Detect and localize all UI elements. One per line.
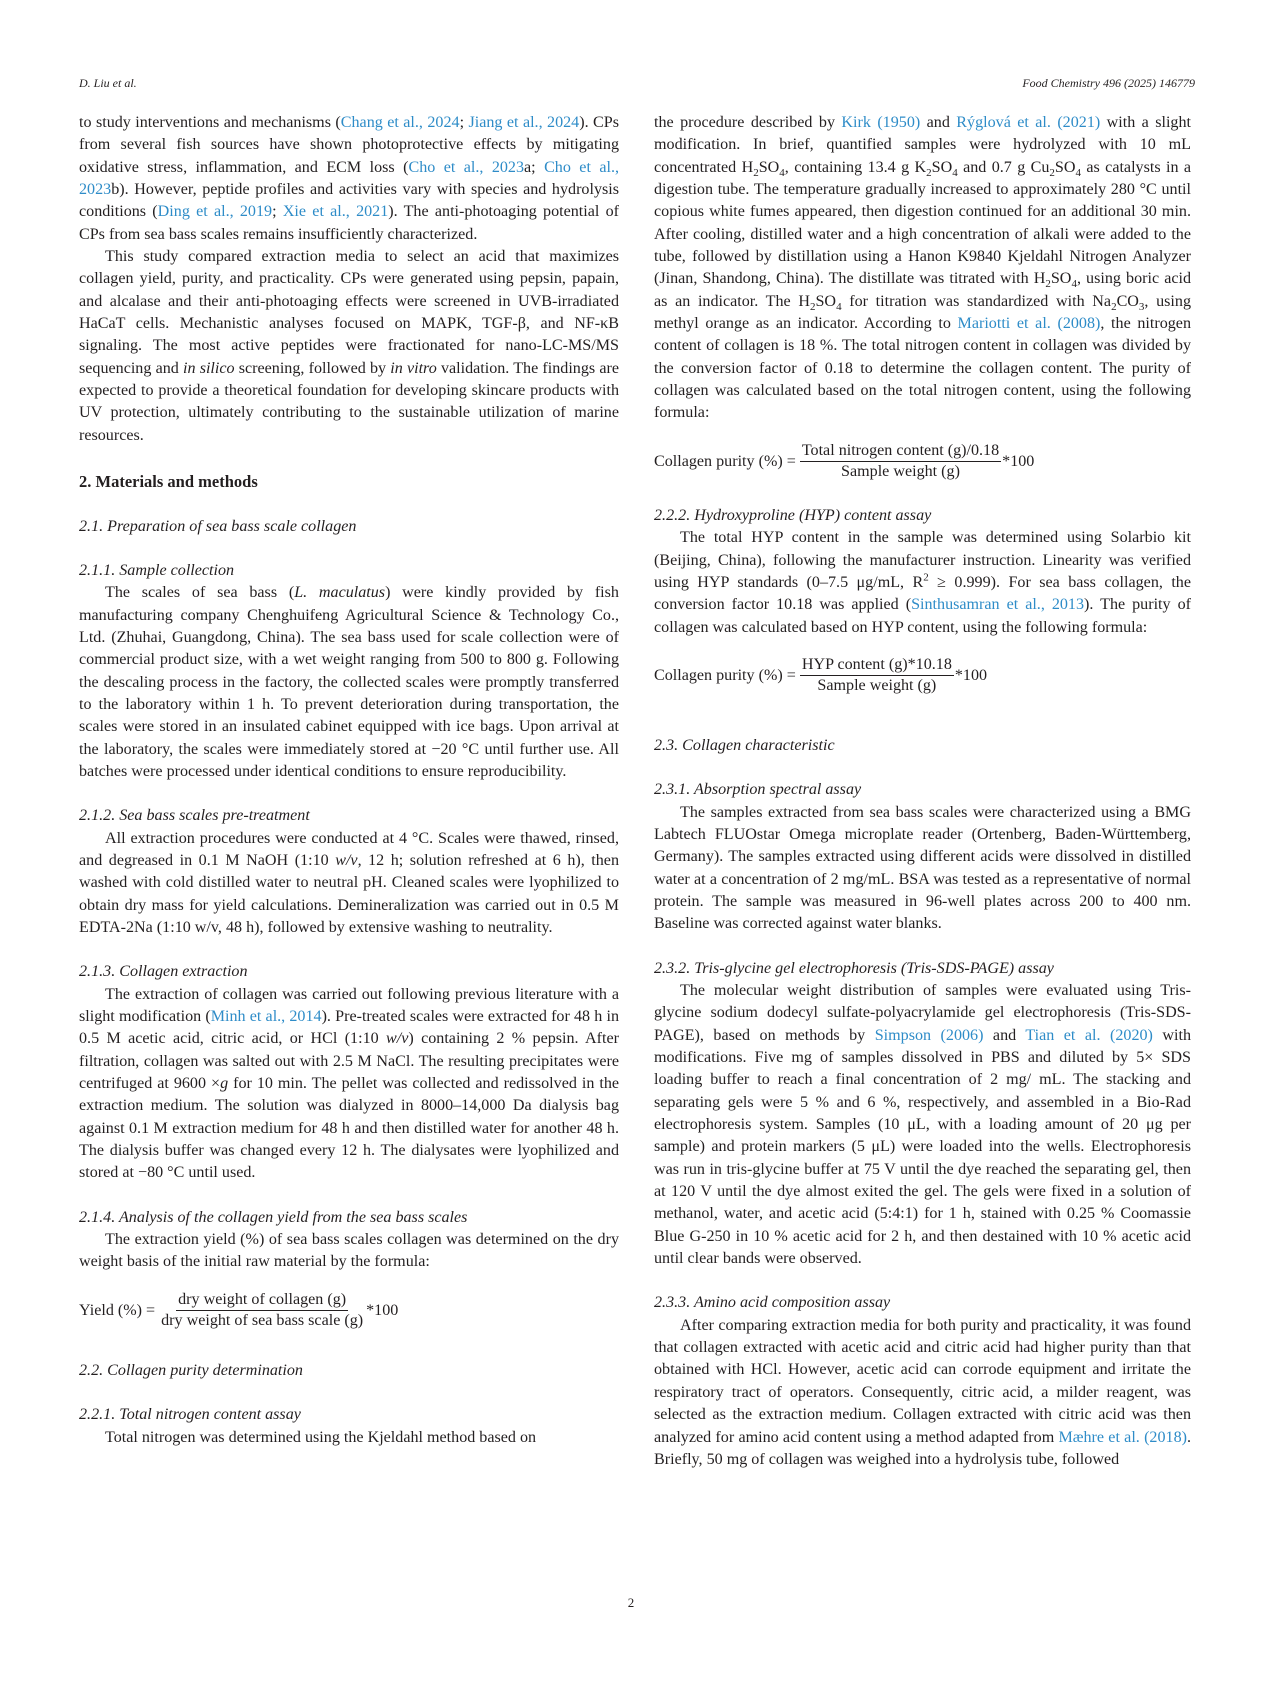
- paragraph-nitrogen-start: Total nitrogen was determined using the Kjeldahl method based on: [105, 1428, 537, 1446]
- yield-formula: Yield (%) = $\frac{\text{dry weight of collagen (g)}}{\text{dry weight of sea bass scale (g)}}$ *100: [79, 1291, 399, 1330]
- numerator: HYP content (g)*10.18: [800, 655, 954, 676]
- intro-paragraph-1: to study interventions and mechanisms (Chang et al., 2024; Jiang et al., 2024). CPs from several fish sources have shown photoprotective effects by mitigating oxidative stress, inflammation, and ECM loss (Cho et al., 2023a; Cho et al., 2023b). However, peptide profiles and activities vary with species and hydrolysis conditions (Ding et al., 2019; Xie et al., 2021). The anti-photoaging potential of CPs from sea bass scales remains insufficiently characterized.: [79, 114, 620, 243]
- citation-link[interactable]: Kirk (1950): [841, 114, 921, 131]
- left-column: [79, 112, 619, 1449]
- paragraph-pretreatment: All extraction procedures were conducted at 4 °C. Scales were thawed, rinsed, and degreased in 0.1 M NaOH (1:10 w/v, 12 h; solution refreshed at 6 h), then washed with cold distilled water to neutral pH. Cleaned scales were lyophilized to obtain dry mass for yield calculations. Demineralization was carried out in 0.5 M EDTA-2Na (1:10 w/v, 48 h), followed by extensive washing to neutrality.: [79, 829, 619, 936]
- paragraph-amino-acid: After comparing extraction media for both purity and practicality, it was found that collagen extracted with acetic acid and citric acid had higher purity than that obtained with HCl. However, acetic acid can corrode equipment and irritate the respiratory tract of operators. Consequently, citric acid, a milder reagent, was selected as the extraction medium. Collagen extracted with citric acid was then analyzed for amino acid content using a method adapted from Mæhre et al. (2018). Briefly, 50 mg of collagen was weighed into a hydrolysis tube, followed: [654, 1316, 1192, 1468]
- paragraph-collagen-extraction: The extraction of collagen was carried out following previous literature with a slight modification (Minh et al., 2014). Pre-treated scales were extracted for 48 h in 0.5 M acetic acid, citric acid, or HCl (1:10 w/v) containing 2 % pepsin. After filtration, collagen was salted out with 2.5 M NaCl. The resulting precipitates were centrifuged at 9600 ×g for 10 min. The pellet was collected and redissolved in the extraction medium. The solution was dialyzed in 8000–14,000 Da dialysis bag against 0.1 M extraction medium for 48 h and then distilled water for another 48 h. The dialysis buffer was changed every 12 h. The dialysates were lyophilized and stored at −80 °C until used.: [79, 985, 620, 1182]
- denominator: dry weight of sea bass scale (g): [161, 1312, 364, 1330]
- section-heading-2-1: 2.1. Preparation of sea bass scale collagen: [79, 517, 357, 535]
- citation-link[interactable]: Mariotti et al. (2008): [957, 315, 1101, 333]
- section-heading-2-3-1: 2.3.1. Absorption spectral assay: [654, 781, 862, 799]
- right-column: [654, 112, 1191, 1471]
- section-heading-2-2-2: 2.2.2. Hydroxyproline (HYP) content assay: [654, 506, 932, 524]
- citation-link[interactable]: Mæhre et al. (2018): [1058, 1428, 1187, 1446]
- citation-link[interactable]: Rýglová et al. (2021): [956, 114, 1101, 131]
- section-heading-2-3-2: 2.3.2. Tris-glycine gel electrophoresis (Tris-SDS-PAGE) assay: [654, 959, 1054, 977]
- paragraph-sds-page: The molecular weight distribution of samples were evaluated using Tris-glycine sodium dodecyl sulfate-polyacrylamide gel electrophoresis (Tris-SDS-PAGE), based on methods by Simpson (2006) and Tian et al. (2020) with modifications. Five mg of samples dissolved in PBS and diluted by 5× SDS loading buffer to reach a final concentration of 2 mg/ mL. The stacking and separating gels were 5 % and 6 %, respectively, and assembled in a Bio-Rad electrophoresis system. Samples (10 μL, with a loading amount of 20 μg per sample) and protein markers (5 μL) were loaded into the wells. Electrophoresis was run in tris-glycine buffer at 75 V until the dye reached the separating gel, then at 120 V until the dye almost exited the gel. The gels were fixed in a solution of methanol, water, and acetic acid (5:4:1) for 1 h, stained with 0.25 % Coomassie Blue G-250 in 10 % acetic acid for 2 h, and then destained with 10 % acetic acid until clear bands were observed.: [654, 981, 1192, 1268]
- section-heading-2-1-2: 2.1.2. Sea bass scales pre-treatment: [79, 807, 310, 825]
- paragraph-sample-collection: The scales of sea bass (L. maculatus) were kindly provided by fish manufacturing company Chenghuifeng Agricultural Science & Technology Co., Ltd. (Zhuhai, Guangdong, China). The sea bass used for scale collection were of commercial product size, with a wet weight ranging from 500 to 800 g. Following the descaling process in the factory, the collected scales were promptly transferred to the laboratory within 1 h. To prevent deterioration during transportation, the scales were stored in an insulated cabinet equipped with ice bags. Upon arrival at the laboratory, the scales were immediately stored at −20 °C until further use. All batches were processed under identical conditions to ensure reproducibility.: [79, 584, 619, 780]
- numerator: dry weight of collagen (g): [176, 1290, 348, 1311]
- citation-link[interactable]: Jiang et al., 2024: [468, 114, 580, 131]
- citation-link[interactable]: Cho et al., 2023: [79, 158, 620, 199]
- fraction: [800, 655, 954, 696]
- section-heading-2-1-3: 2.1.3. Collagen extraction: [79, 963, 248, 981]
- numerator: Total nitrogen content (g)/0.18: [800, 441, 1001, 462]
- page-number: 2: [627, 1595, 635, 1610]
- section-heading-2: 2. Materials and methods: [79, 472, 258, 492]
- paragraph-kjeldahl: the procedure described by Kirk (1950) and Rýglová et al. (2021) with a slight modification. In brief, quantified samples were hydrolyzed with 10 mL concentrated $H_2SO_4$, containing 13.4 g $K_2SO_4$ and 0.7 g $Cu_2SO_4$ as catalysts in a digestion tube. The temperature gradually increased to approximately 280 °C until copious white fumes appeared, then digestion continued for an additional 30 min. After cooling, distilled water and a high concentration of alkali were added to the tube, followed by distillation using a Hanon K9840 Kjeldahl Nitrogen Analyzer (Jinan, Shandong, China). The distillate was titrated with $H_2SO_4$, using boric acid as an indicator. The $H_2SO_4$ for titration was standardized with $Na_2CO_3$, using methyl orange as an indicator. According to Mariotti et al. (2008), the nitrogen content of collagen is 18 %. The total nitrogen content in collagen was divided by the conversion factor of 0.18 to determine the collagen content. The purity of collagen was calculated based on the total nitrogen content, using the following formula:: [654, 114, 1192, 422]
- citation-link[interactable]: Simpson (2006): [874, 1026, 984, 1044]
- paragraph-yield: The extraction yield (%) of sea bass scales collagen was determined on the dry weight basis of the initial raw material by the formula:: [79, 1231, 619, 1271]
- section-heading-2-3-3: 2.3.3. Amino acid composition assay: [654, 1294, 891, 1312]
- intro-paragraph-2: This study compared extraction media to select an acid that maximizes collagen yield, purity, and practicality. CPs were generated using pepsin, papain, and alcalase and their anti-photoaging effects were screened in UVB-irradiated HaCaT cells. Mechanistic analyses focused on MAPK, TGF-β, and NF-κB signaling. The most active peptides were fractionated for nano-LC-MS/MS sequencing and in silico screening, followed by in vitro validation. The findings are expected to provide a theoretical foundation for developing skincare products with UV protection, ultimately contributing to the sustainable utilization of marine resources.: [79, 248, 619, 444]
- hyp-purity-formula: Collagen purity (%) = $\frac{\text{HYP content (g)*10.18}}{\text{Sample weight (g)}}$ *100: [654, 656, 988, 695]
- citation-link[interactable]: Chang et al., 2024: [340, 114, 460, 131]
- fraction: [800, 441, 1001, 482]
- section-heading-2-1-1: 2.1.1. Sample collection: [79, 561, 235, 579]
- section-heading-2-3: 2.3. Collagen characteristic: [654, 736, 835, 754]
- running-header-authors: D. Liu et al.: [79, 76, 137, 90]
- citation-link[interactable]: Xie et al., 2021: [282, 203, 389, 221]
- citation-link[interactable]: Minh et al., 2014: [210, 1008, 322, 1026]
- citation-link[interactable]: Sinthusamran et al., 2013: [911, 596, 1085, 614]
- running-header-journal: Food Chemistry 496 (2025) 146779: [1022, 76, 1195, 90]
- citation-link[interactable]: Ding et al., 2019: [157, 203, 273, 221]
- denominator: Sample weight (g): [817, 677, 937, 695]
- nitrogen-purity-formula: Collagen purity (%) = $\frac{\text{Total nitrogen content (g)/0.18}}{\text{Sample weight (g)}}$ *100: [654, 442, 1035, 481]
- fraction: [159, 1290, 365, 1331]
- section-heading-2-1-4: 2.1.4. Analysis of the collagen yield from the sea bass scales: [79, 1208, 468, 1226]
- citation-link[interactable]: Tian et al. (2020): [1025, 1026, 1153, 1044]
- section-heading-2-2-1: 2.2.1. Total nitrogen content assay: [79, 1406, 301, 1424]
- paragraph-hyp: The total HYP content in the sample was determined using Solarbio kit (Beijing, China), following the manufacturer instruction. Linearity was verified using HYP standards (0–7.5 μg/mL, $R^2 \ge 0.999$). For sea bass collagen, the conversion factor 10.18 was applied (Sinthusamran et al., 2013). The purity of collagen was calculated based on HYP content, using the following formula:: [654, 529, 1191, 636]
- denominator: Sample weight (g): [841, 463, 960, 481]
- section-heading-2-2: 2.2. Collagen purity determination: [79, 1361, 303, 1379]
- citation-link[interactable]: Cho et al., 2023: [408, 158, 525, 176]
- paragraph-absorption: The samples extracted from sea bass scales were characterized using a BMG Labtech FLUOstar Omega microplate reader (Ortenberg, Baden-Württemberg, Germany). The samples extracted using different acids were dissolved in distilled water at a concentration of 2 mg/mL. BSA was tested as a representative of normal protein. The sample was measured in 96-well plates across 200 to 400 nm. Baseline was corrected against water blanks.: [654, 803, 1191, 933]
